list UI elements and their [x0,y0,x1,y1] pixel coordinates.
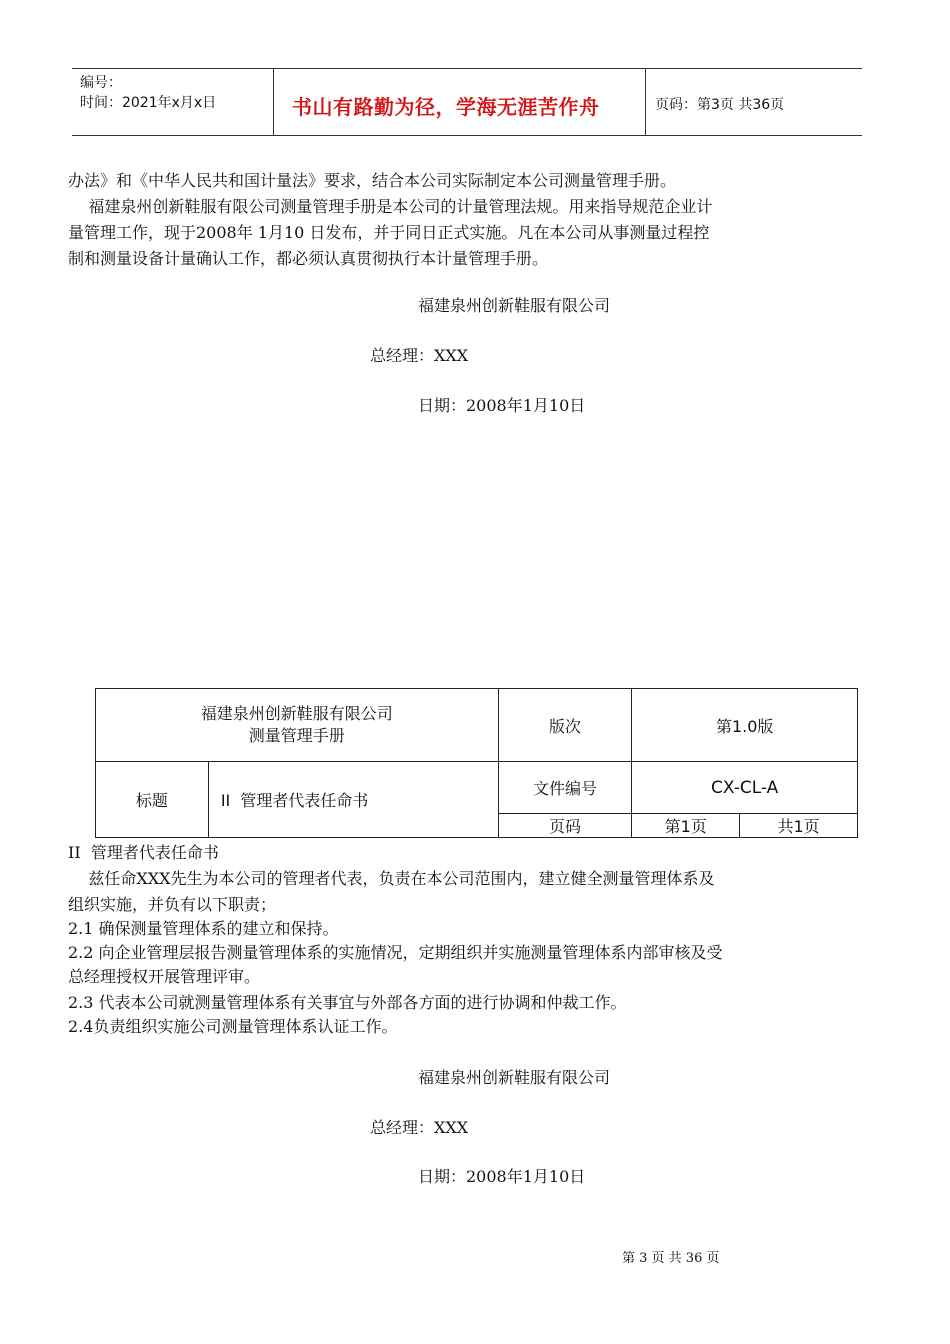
appointment-line-6: 2.3 代表本公司就测量管理体系有关事宜与外部各方面的进行协调和仲裁工作。 [68,993,627,1012]
appointment-line-7: 2.4负责组织实施公司测量管理体系认证工作。 [68,1017,398,1036]
signature-manager: 总经理：XXX [370,346,469,365]
table-manual-name: 测量管理手册 [248,726,345,745]
appointment-line-4: 2.2 向企业管理层报告测量管理体系的实施情况，定期组织并实施测量管理体系内部审核及受 [68,943,723,962]
header-motto: 书山有路勤为径，学海无涯苦作舟 [292,95,600,119]
header-divider-right [645,68,646,136]
table-title-value: II 管理者代表任命书 [208,762,498,838]
table-company-name: 福建泉州创新鞋服有限公司 [200,704,393,723]
header-page-label: 页码：第3页 共36页 [655,97,785,113]
table-page-label: 页码 [498,814,632,838]
table-version-label: 版次 [498,689,632,762]
table-version-value: 第1.0版 [632,689,858,762]
signature-company: 福建泉州创新鞋服有限公司 [418,296,611,315]
intro-line-2: 福建泉州创新鞋服有限公司测量管理手册是本公司的计量管理法规。用来指导规范企业计 [68,197,713,216]
table-file-no-value: CX-CL-A [632,762,858,814]
header-top-rule [72,68,862,69]
table-title-label: 标题 [96,762,209,838]
header-divider-left [273,68,274,136]
footer-page-number: 第 3 页 共 36 页 [622,1251,720,1266]
signature-date: 日期：2008年1月10日 [418,396,586,415]
appointment-line-2: 组织实施，并负有以下职责； [68,895,277,914]
intro-line-4: 制和测量设备计量确认工作，都必须认真贯彻执行本计量管理手册。 [68,249,549,268]
document-info-table [95,688,858,838]
appointment-line-1: 兹任命XXX先生为本公司的管理者代表，负责在本公司范围内，建立健全测量管理体系及 [68,869,715,888]
table-file-no-label: 文件编号 [498,762,632,814]
header-code-label: 编号： [80,75,122,91]
appointment-signature-manager: 总经理：XXX [370,1118,469,1137]
header-bottom-rule [72,135,862,136]
appointment-line-5: 总经理授权开展管理评审。 [68,967,261,986]
appointment-heading: II 管理者代表任命书 [68,843,219,862]
appointment-line-3: 2.1 确保测量管理体系的建立和保持。 [68,919,339,938]
appointment-signature-company: 福建泉州创新鞋服有限公司 [418,1068,611,1087]
header-time-label: 时间：2021年x月x日 [80,95,217,111]
table-total-value: 共1页 [740,814,858,838]
table-company-cell [96,689,499,762]
intro-line-1: 办法》和《中华人民共和国计量法》要求，结合本公司实际制定本公司测量管理手册。 [68,171,677,190]
intro-line-3: 量管理工作，现于2008年 1月10 日发布，并于同日正式实施。凡在本公司从事测量过程控 [68,223,710,242]
table-page-value: 第1页 [632,814,740,838]
appointment-signature-date: 日期：2008年1月10日 [418,1167,586,1186]
